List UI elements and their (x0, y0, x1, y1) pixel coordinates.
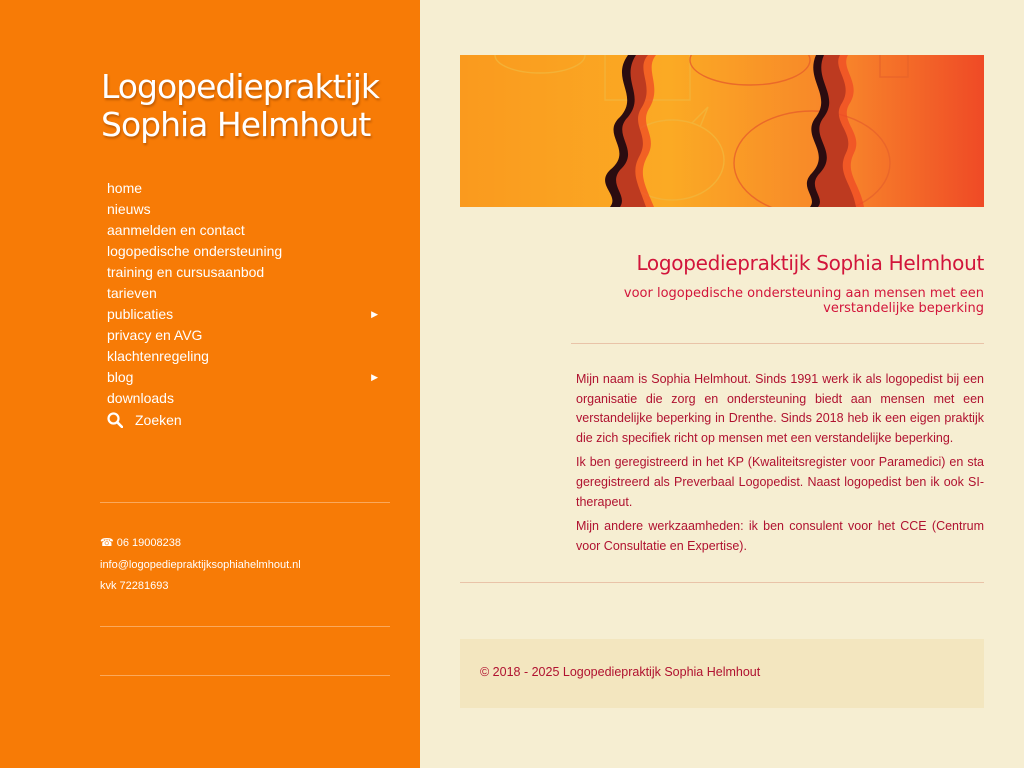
nav-item-label: privacy en AVG (107, 327, 203, 343)
nav-item-publicaties[interactable] (107, 304, 382, 325)
nav-item-label: aanmelden en contact (107, 222, 245, 238)
nav-item-downloads[interactable] (107, 388, 382, 409)
content-paragraph: Mijn andere werkzaamheden: ik ben consulent voor het CCE (Centrum voor Consultatie en Expertise). (576, 519, 984, 553)
content-paragraph: Ik ben geregistreerd in het KP (Kwaliteitsregister voor Paramedici) en sta geregistreerd als Preverbaal Logopedist. Naast logopedist ben ik ook SI-therapeut. (576, 455, 984, 509)
nav-item-label: training en cursusaanbod (107, 264, 265, 280)
site-title-line2: Sophia Helmhout (101, 105, 371, 144)
nav-item-label: blog (107, 369, 134, 385)
nav-item-label: publicaties (107, 306, 174, 322)
nav-item-label: nieuws (107, 201, 151, 217)
nav-item-home[interactable] (107, 178, 382, 199)
page-heading-block (571, 250, 984, 316)
nav-item-nieuws[interactable] (107, 199, 382, 220)
content-divider (571, 343, 984, 344)
sidebar-divider (100, 675, 390, 676)
sidebar-divider (100, 502, 390, 503)
content-divider (460, 582, 984, 583)
main-navigation (107, 178, 382, 430)
contact-info (100, 534, 301, 599)
search-toggle[interactable] (107, 409, 382, 430)
contact-kvk: kvk 72281693 (100, 580, 169, 592)
nav-item-klachtenregeling[interactable] (107, 346, 382, 367)
site-title[interactable] (101, 68, 401, 144)
search-icon (107, 412, 123, 428)
header-banner-image (460, 55, 984, 207)
page-subtitle: voor logopedische ondersteuning aan mensen met een verstandelijke beperking (623, 286, 984, 316)
chevron-right-icon[interactable]: ▶ (371, 372, 378, 382)
nav-item-training[interactable] (107, 262, 382, 283)
nav-item-privacy[interactable] (107, 325, 382, 346)
contact-email[interactable]: info@logopediepraktijksophiahelmhout.nl (100, 558, 301, 571)
nav-item-label: logopedische ondersteuning (107, 243, 283, 259)
nav-item-label: home (107, 180, 143, 196)
nav-item-logopedische-ondersteuning[interactable] (107, 241, 382, 262)
content-paragraph: Mijn naam is Sophia Helmhout. Sinds 1991 werk ik als logopedist bij een organisatie die zorg en ondersteuning biedt aan mensen met een verstandelijke beperking in Drenthe. Sinds 2018 heb ik een eigen praktijk die zich specifiek richt op mensen met een verstandelijke beperking. (576, 372, 984, 445)
nav-item-aanmelden[interactable] (107, 220, 382, 241)
chevron-right-icon[interactable]: ▶ (371, 309, 378, 319)
nav-item-blog[interactable] (107, 367, 382, 388)
nav-item-label: tarieven (107, 285, 157, 301)
footer-copyright: © 2018 - 2025 Logopediepraktijk Sophia Helmhout (480, 665, 761, 679)
sidebar-divider (100, 626, 390, 627)
nav-item-label: downloads (107, 390, 174, 406)
search-label: Zoeken (135, 412, 182, 428)
footer (460, 639, 984, 708)
nav-item-label: klachtenregeling (107, 348, 209, 364)
page-content (576, 370, 984, 561)
site-title-line1: Logopediepraktijk (101, 67, 380, 106)
contact-phone[interactable]: ☎ 06 19008238 (100, 537, 181, 549)
sidebar (0, 0, 420, 768)
nav-item-tarieven[interactable] (107, 283, 382, 304)
page-title: Logopediepraktijk Sophia Helmhout (636, 251, 984, 275)
